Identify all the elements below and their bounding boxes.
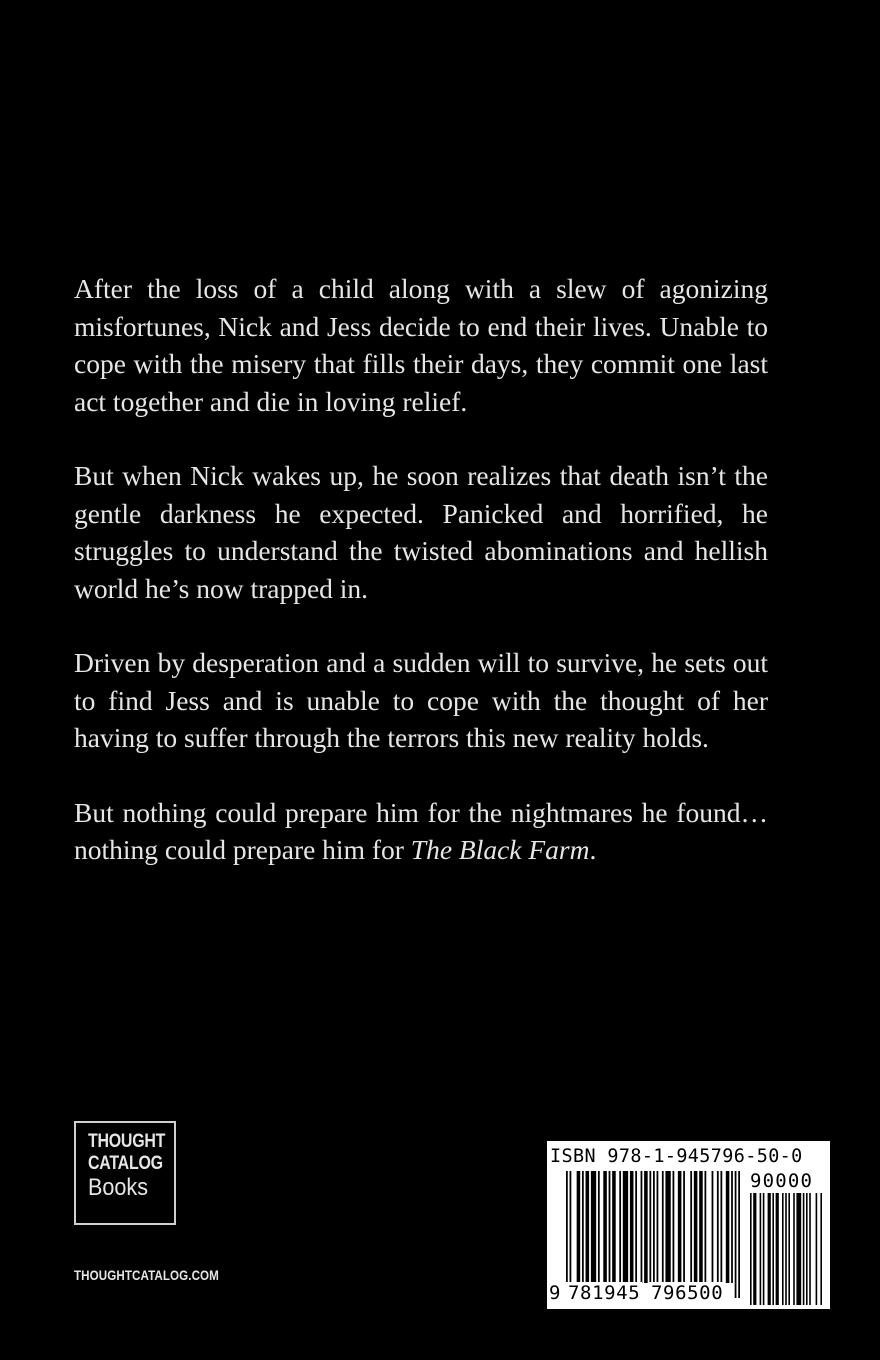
barcode-bar (820, 1193, 822, 1305)
barcode-bar (699, 1171, 703, 1283)
barcode-bar (623, 1171, 628, 1283)
barcode-bar (598, 1171, 600, 1283)
logo-line-books: Books (88, 1174, 149, 1201)
barcode-bar (586, 1171, 590, 1283)
barcode-bar (816, 1193, 818, 1305)
barcode-guard-bar (653, 1171, 655, 1298)
barcode-bar (803, 1193, 805, 1305)
ean-first-digit: 9 (549, 1282, 561, 1304)
barcode-bar (694, 1171, 698, 1283)
barcode-bar (591, 1171, 596, 1283)
publisher-logo (74, 1121, 176, 1225)
barcode-bar (577, 1171, 581, 1283)
book-title: The Black Farm (410, 834, 590, 865)
barcode-bar (806, 1193, 808, 1305)
barcode-guard-bar (570, 1171, 572, 1298)
barcode-bar (712, 1171, 714, 1283)
barcode-guard-bar (566, 1171, 568, 1298)
barcode-bar (644, 1171, 648, 1283)
barcode-bar (678, 1171, 682, 1283)
barcode-bar (704, 1171, 706, 1283)
barcode-bar (720, 1171, 722, 1283)
blurb-paragraph-4-text: But nothing could prepare him for the nightmares he found…nothing could prepare him for (74, 796, 768, 865)
barcode-guard-bar (657, 1171, 659, 1298)
barcode-bar (782, 1193, 784, 1305)
blurb-period: . (589, 834, 597, 865)
barcode-bar (768, 1193, 771, 1305)
barcode-guard-bar (738, 1171, 740, 1298)
barcode-bar (609, 1171, 611, 1283)
barcode-bar (649, 1171, 651, 1283)
barcode-bar (603, 1171, 607, 1283)
barcode-bar (760, 1193, 762, 1305)
barcode-bar (772, 1193, 774, 1305)
ean-left-digits: 781945 (568, 1282, 641, 1304)
logo-line-thought: THOUGHT (88, 1131, 166, 1152)
barcode-bar (763, 1193, 765, 1305)
barcode-bar (690, 1171, 692, 1283)
barcode-bar (753, 1193, 756, 1305)
ean-barcode-bars (566, 1171, 740, 1298)
barcode-bar (630, 1171, 634, 1283)
price-code: 90000 (750, 1170, 814, 1192)
barcode-bar (683, 1171, 685, 1283)
barcode-bar (635, 1171, 637, 1283)
barcode-bar (717, 1171, 719, 1283)
ean-right-digits: 796500 (651, 1282, 724, 1304)
barcode-bar (641, 1171, 643, 1283)
publisher-website: THOUGHTCATALOG.COM (74, 1268, 219, 1283)
back-cover-blurb (74, 270, 768, 869)
barcode-bar (788, 1193, 790, 1305)
logo-line-catalog: CATALOG (88, 1153, 163, 1174)
barcode-bar (726, 1171, 730, 1283)
barcode-guard-bar (735, 1171, 737, 1298)
barcode-bar (662, 1171, 664, 1283)
blurb-paragraph-2: But when Nick wakes up, he soon realizes that death isn’t the gentle darkness he expected. Panicked and horrified, he struggles to understand the twisted abominations and hellish world he’s now trapped in. (74, 460, 768, 604)
barcode-bar (612, 1171, 616, 1283)
price-addon-bars (750, 1193, 822, 1305)
isbn-label: ISBN 978-1-945796-50-0 (550, 1145, 803, 1167)
barcode-bar (750, 1193, 752, 1305)
blurb-paragraph-4 (74, 794, 768, 869)
barcode-bar (809, 1193, 811, 1305)
barcode-bar (793, 1193, 795, 1305)
barcode-bar (665, 1171, 670, 1283)
blurb-paragraph-1: After the loss of a child along with a slew of agonizing misfortunes, Nick and Jess decide to end their lives. Unable to cope with the misery that fills their days, they commit one last act together and die in loving relief. (74, 273, 768, 417)
isbn-barcode (547, 1141, 830, 1309)
blurb-paragraph-3: Driven by desperation and a sudden will to survive, he sets out to find Jess and is unable to cope with the thought of her having to suffer through the terrors this new reality holds. (74, 647, 768, 753)
barcode-bar (619, 1171, 621, 1283)
barcode-bar (731, 1171, 733, 1283)
barcode-bar (785, 1193, 787, 1305)
barcode-bar (673, 1171, 675, 1283)
barcode-bar (582, 1171, 584, 1283)
barcode-bar (776, 1193, 779, 1305)
barcode-bar (796, 1193, 801, 1305)
